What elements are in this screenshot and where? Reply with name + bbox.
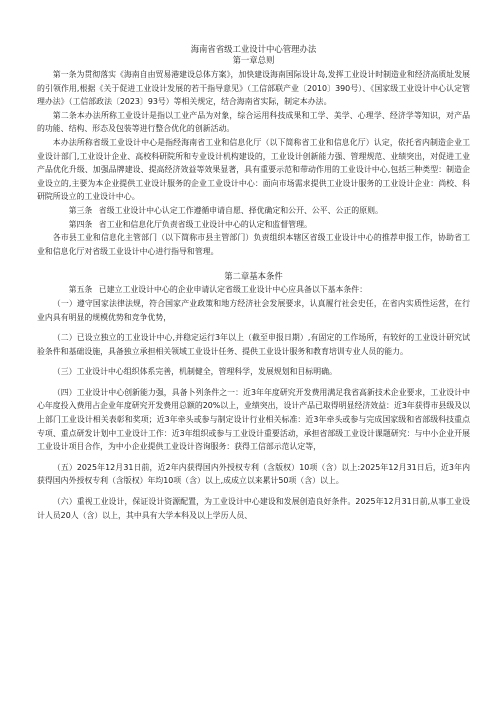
article-4-heading: 第四条	[68, 219, 93, 229]
condition-3: （三）工业设计中心组织体系完善，机制健全，管理科学，发展规划和目标明确。	[52, 367, 337, 377]
document-title: 海南省省级工业设计中心管理办法	[190, 44, 317, 54]
article-5	[37, 283, 470, 297]
article-3-body: 省级工业设计中心认定工作遵循申请自愿、择优确定和公开、公平、公正的原则。	[98, 205, 383, 215]
article-4	[37, 218, 470, 232]
article-3-heading: 第三条	[68, 205, 93, 215]
article-4-body: 省工业和信息化厅负责省级工业设计中心的认定和监督管理。	[98, 219, 312, 229]
article-5-body: 已建立工业设计中心的企业申请认定省级工业设计中心应具备以下基本条件：	[98, 285, 368, 295]
article-1: 第一条为贯彻落实《海南自由贸易港建设总体方案》，加快建设海南国际设计岛,发挥工业设计时制造业和经济高质址发展的引领作用,根据《关于促进工业设计发展的若干指导意见》（工信部联产业〔2010〕390号）、《国家级工业设计中心认定管理办法》（工信部政法〔2023〕93号）等相关规定，结合海南省实际，制定本办法。	[37, 70, 470, 107]
condition-5: （五）2025年12月31日前，近2年内获得国内外授权专利（含版权）10项（含）以上:2025年12月31日后，近3年内获得国内外授权专利（含版权）年均10项（含）以上,成成立以来累计50项（含）以上。	[37, 462, 470, 486]
article-2-paragraph-2: 本办法所称省级工业设计中心是指经海南省工业和信息化厅（以下简称省工业和信息化厅）认定，依托省内制造企业工业设计部门,工业设计企业、高校科研院所和专业设计机构建设的，工业设计创新能力强、管理规范、业绩突出，对促进工业产品优化升级、加强品牌建设、提高经济效益等效果显著，具有重要示范和带动作用的工业设计中心,包括三种类型：制造企业设立的,主要为本企业提供工业设计服务的企业工业设计中心：面向市场需求提供工业设计服务的工业设计企业：尚校、科研院所设立的工业设计中心。	[37, 137, 470, 202]
article-5-heading: 第五条	[68, 285, 93, 295]
condition-6: （六）重视工业设计，保证设计资源配置，为工业设计中心建设和发展创造良好条件。2025年12月31日前,从事工业设计人员20人（含）以上，其中具有大学本科及以上学历人员、	[37, 497, 470, 520]
chapter-1-title: 第一章总则	[232, 55, 275, 65]
condition-2: （二）已设立独立的工业设计中心,并稳定运行3年以上（截至申报日期）,有固定的工作场所，有较好的工业设计研究试验条件和基础设施，具备独立承担相关领域工业设计任务、提供工业设计服务和教育培训专业人员的能力。	[37, 333, 470, 356]
article-4-paragraph-2: 各市县工业和信息化主管部门（以下简称市县主管部门）负责组织本辖区省级工业设计中心的推荐申报工作，协助省工业和信息化厅对省级工业设计中心进行指导和管理。	[37, 233, 470, 256]
condition-4: （四）工业设计中心创新能力强，具备卜列条件之一：近3年年度研究开发费用满足我省高新技术企业要求，工业设计中心年度投入费用占企业年度研究开发费用总额的20%以上，业绩突出，设计产品已取得明显经济效益：近3年获得市县级及以上部门工业设计相关表彰和奖项；近3年牵头或参与制定设计行业相关标准：近3年牵头或参与完成国家级和省部级科技重点专项、重点研发计划中工业设计工作：近3年组织或参与工业设计重要活动，承担省部级工业设计课题研究：与中小企业开展工业设计项目合作，为中小企业提供工业设计咨询服务：获得工信部示范认定等，	[37, 387, 470, 452]
condition-1: （一）遵守国家法律法规，符合国家产业政策和地方经济社会发展要求，认真履行社会史任，在省内实质性运营，在行业内具有明显的规模优势和竞争优势，	[37, 298, 470, 322]
article-2: 第二条本办法所称工业设计是指以工业产品为对象，综合运用科技成果和工学、美学、心理学、经济学等知识，对产品的功能、结构、形态及包装等进行整合优化的创新活动。	[37, 110, 470, 134]
article-3	[37, 204, 470, 218]
chapter-2-title: 第二章基本条件	[224, 271, 283, 282]
